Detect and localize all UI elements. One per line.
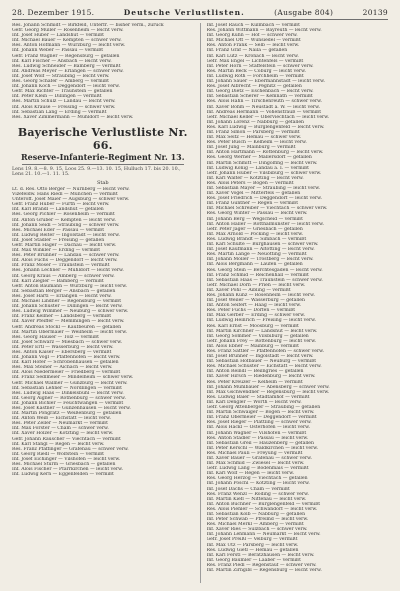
casualty-entry: Inf. Johann Seidl — Straubing — schwer verw. xyxy=(12,222,120,228)
casualty-entry: Res. Ludwig Baier — Stadtamhof — vermißt xyxy=(206,394,310,400)
casualty-entry: Inf. Franz Günther — Regen — vermißt xyxy=(206,201,299,207)
casualty-entry: Gefr. Josef Preißl — Velburg — vermißt xyxy=(206,537,298,543)
header-date: 28. Dezember 1915. xyxy=(12,8,95,17)
casualty-entry: Res. Anton Stadler — Passau — leicht verw. xyxy=(206,435,309,441)
casualty-entry: Inf. Karl Lutz — Kronach — leicht verw. xyxy=(206,53,299,59)
casualty-entry: Inf. Josef Kaufmann — Altötting — leicht verw. xyxy=(206,247,315,253)
casualty-entry: Res. Ludwig Wimmer — Neuburg — schwer verw. xyxy=(12,309,129,315)
casualty-entry: Inf. Georg Kuhn — Hof — schwer verw. xyxy=(206,33,298,39)
casualty-entry: Res. Josef Albrecht — Pegnitz — gefallen xyxy=(206,84,302,90)
casualty-entry: Res. Michael Merkl — Amberg — vermißt xyxy=(206,522,304,528)
columns xyxy=(12,23,388,583)
casualty-entry: Inf. Ludwig König — Landau a. I. — vermißt xyxy=(206,165,309,171)
casualty-entry: Res. Ludwig Haas — Dinkelsbühl — leicht verw. xyxy=(12,390,124,396)
right-list xyxy=(207,23,389,573)
casualty-entry: Inf. Xaver Vogel — Mitterfels — gefallen xyxy=(206,191,301,197)
casualty-entry: Inf. Martin Pongratz — Weißenburg — gefallen xyxy=(12,411,122,417)
casualty-entry: Inf. Anton Haller — Rotthalmünster — leicht verw. xyxy=(206,221,324,227)
casualty-entry: Inf. Josef Jung — Mainburg — vermißt xyxy=(206,145,296,151)
casualty-entry: Inf. Georg Bäumler — Laaber — vermißt xyxy=(206,557,301,563)
casualty-entry: Inf. Alois Niedermeier — Friedberg — vermißt xyxy=(12,370,121,376)
casualty-entry: Inf. Johann Lehmann — Neumarkt — leicht verw. xyxy=(206,532,321,538)
casualty-entry: Inf. Karl Fischer — Ansbach — leicht verw. xyxy=(12,58,112,64)
casualty-entry: Res. Franz Wenzl — Roding — schwer verw. xyxy=(206,491,309,497)
casualty-entry: Inf. Peter Kerschl — Waldkirchen — leicht verw. xyxy=(206,445,319,451)
casualty-entry: Inf. Georg Riedl — Wolfstein — vermißt xyxy=(12,451,105,457)
section-heading: Stab xyxy=(96,179,109,186)
casualty-entry: Inf. Karl Wolf — Regen — leicht verw. xyxy=(206,471,295,477)
casualty-entry: Inf. Michael Ott — Wunsiedel — vermißt xyxy=(206,38,301,44)
casualty-entry: Inf. Xaver Hirsch — Riedenburg — leicht verw. xyxy=(206,374,316,380)
casualty-entry: Inf. Martin Zirngibl — Regensburg — leicht verw. xyxy=(206,568,322,574)
casualty-entry: Inf. Johann Berg — Wegscheid — vermißt xyxy=(206,216,303,222)
casualty-entry: Gefr. Michael Dorn — Prien — leicht verw. xyxy=(206,282,306,288)
casualty-entry: Res. Martin Schulz — Landau — leicht verw. xyxy=(12,99,116,105)
casualty-entry: Res. Xaver Zimmermann — Mühldorf — leicht verw. xyxy=(12,114,134,120)
casualty-entry: Inf. Alois Krause — Freising — schwer verw. xyxy=(12,104,116,110)
casualty-entry: Gefr. Andreas Stöckl — Kaufbeuren — gefallen xyxy=(12,324,122,330)
casualty-entry: Inf. Max Seitz — Hemau — schwer verw. xyxy=(206,135,302,141)
casualty-entry: Inf. Michael Bauer — Kempten — schwer verw. xyxy=(12,38,122,44)
casualty-entry: Res. Ludwig Gietl — Hemau — gefallen xyxy=(206,547,299,553)
casualty-entry: Inf. Martin Obermaier — Weilheim — leicht verw. xyxy=(12,329,128,335)
casualty-entry: Inf. Alois Bergmann — Laufen — gefallen xyxy=(206,262,303,268)
page-header xyxy=(12,8,388,20)
left-bottom-list xyxy=(12,187,194,477)
casualty-entry: Inf. Anton Gruber — Kempten — leicht verw. xyxy=(12,217,116,223)
casualty-entry: Inf. Max Gschwendner — Regensburg — leicht verw. xyxy=(206,389,330,395)
casualty-entry: Inf. Karl Hofer — Schrobenhausen — gefallen xyxy=(12,360,119,366)
casualty-entry: Inf. Johann Möller — Trostberg — leicht verw. xyxy=(206,257,314,263)
casualty-entry: Inf. Anton Seifert — Haag — leicht verw. xyxy=(206,303,302,309)
casualty-entry: Gefr. Peter Jäger — Griesbach — gefallen xyxy=(206,226,303,232)
casualty-entry: Inf. Josef Huber — Landshut — vermißt xyxy=(12,33,104,39)
casualty-entry: Inf. Max Gerber — Erding — schwer verw. xyxy=(206,313,306,319)
casualty-entry: Res. Peter Brunner — Landau — schwer verw. xyxy=(12,253,120,259)
casualty-entry: Res. Karl Ludwig — Burglengenfeld — leicht verw. xyxy=(206,124,325,130)
left-column xyxy=(12,23,194,583)
casualty-entry: Gefr. Johann Frey — Rottenburg — leicht verw. xyxy=(206,338,317,344)
casualty-entry: Inf. Alois Ebner — Mainburg — vermißt xyxy=(206,343,299,349)
casualty-entry: Res. Johann Schmidt — Birkfeld, Unterfr. — bisher verm., zurück xyxy=(12,23,164,28)
casualty-entry: Gefr. Georg Attenberger — Straubing — gefallen xyxy=(206,405,321,411)
casualty-entry: Inf. Karl Ferstl — Beratzhausen — leicht verw. xyxy=(206,552,315,558)
casualty-entry: Inf. Xaver Holzer — Kötzting — leicht verw. xyxy=(12,431,114,437)
casualty-entry: Inf. Max Schmid — Zwiesel — leicht verw. xyxy=(206,461,305,467)
casualty-entry: Inf. Martin Kirchner — Landshut — leicht verw. xyxy=(206,328,318,334)
casualty-entry: Res. Georg Schäfer — Amberg — vermißt xyxy=(12,79,109,85)
casualty-entry: Inf. Josef Dachs — Cham — vermißt xyxy=(206,486,290,492)
casualty-entry: Res. Anton Kaiser — Ebersberg — vermißt xyxy=(12,349,112,355)
casualty-entry: Inf. Josef Brunner — Ingolstadt — leicht verw. xyxy=(206,354,314,360)
casualty-entry: Inf. Franz Schmid — Reichenhall — vermißt xyxy=(206,272,309,278)
casualty-entry: Inf. Sebastian Scherer — Kemnath — vermißt xyxy=(206,94,313,100)
casualty-entry: Inf. Ludwig Roth — Forchheim — vermißt xyxy=(206,73,304,79)
casualty-entry: Inf. Sebastian Mayer — Straubing — leicht verw. xyxy=(206,186,321,191)
divider xyxy=(22,164,184,165)
casualty-entry: Inf. Franz Graf — Naila — gefallen xyxy=(206,48,288,54)
casualty-entry: Res. Georg Winter — Passau — leicht verw. xyxy=(206,211,308,217)
casualty-entry: Gefr. Max Engel — Lichtenfels — vermißt xyxy=(206,58,304,64)
casualty-entry: Inf. Martin Schmitt — Dingolfing — leicht verw. xyxy=(206,160,318,166)
casualty-entry: Inf. Josef Eichinger — Vilshofen — leicht verw. xyxy=(12,456,121,462)
casualty-entry: Inf. Peter Klein — Dillingen — vermißt xyxy=(12,94,102,100)
casualty-entry: Inf. Johann Vogl — Pfaffenhofen — leicht verw. xyxy=(12,355,121,361)
casualty-entry: Res. Franz Sattler — Pfaffenhofen — schwer verw. xyxy=(206,349,325,354)
casualty-entry: Inf. Andreas Hermann — Vohenstrauß — vermißt xyxy=(206,109,322,115)
casualty-entry: Res. Johann Wittmann — Bayreuth — leicht verw. xyxy=(206,28,322,34)
casualty-entry: Inf. Alois Hackl — Osterhofen — leicht verw. xyxy=(206,425,311,431)
casualty-entry: Inf. Karl Walter — Kötzting — leicht verw. xyxy=(206,175,304,181)
casualty-entry: Inf. Alois Fischer — Pfarrkirchen — leicht verw. xyxy=(12,467,123,473)
casualty-entry: Inf. Peter Ertl — Wasserburg — leicht verw. xyxy=(12,344,114,350)
casualty-entry: Inf. Ludwig Kern — Eggenfelden — vermißt xyxy=(12,472,114,478)
casualty-entry: Inf. Xaver Böhm — Neustadt a. W. — leicht verw. xyxy=(206,104,320,110)
casualty-entry: Inf. Max Winkler — Erding — vermißt xyxy=(12,248,101,254)
casualty-entry: Inf. Karl Schulte — Burghausen — schwer verw. xyxy=(206,242,319,248)
casualty-entry: Inf. Josef Schwarz — Miesbach — schwer verw. xyxy=(12,339,123,345)
casualty-entry: Inf. Michael Lindner — Regensburg — vermißt xyxy=(12,299,122,305)
casualty-entry: Inf. Martin Schwaiger — Bogen — leicht verw. xyxy=(206,410,315,416)
casualty-entry: Res. Peter Zeller — Neumarkt — vermißt xyxy=(12,421,108,427)
casualty-entry: Res. Martin Beck — Coburg — leicht verw. xyxy=(206,68,306,74)
casualty-entry: Inf. Xaver Pfeiffer — Memmingen — leicht verw. xyxy=(12,319,125,325)
casualty-entry: Inf. Karl Stangl — Regen — leicht verw. xyxy=(12,441,105,447)
casualty-entry: Gefr. Max Richter — Traunstein — gefallen xyxy=(12,89,113,95)
casualty-entry: Inf. Johann Sauer — Ebermannstadt — leicht verw. xyxy=(206,79,325,85)
casualty-entry: Gefr. Franz Wagner — Regensburg — gefallen xyxy=(12,53,120,59)
casualty-entry: Res. Anton Hofmann — Würzburg — leicht verw. xyxy=(12,43,126,49)
casualty-entry: Inf. Georg Kraus — Amberg — schwer verw. xyxy=(12,273,115,279)
casualty-entry: Inf. Alois Fuchs — Deggendorf — leicht verw. xyxy=(12,258,118,264)
casualty-entry: Vizefeldw. Hans Riedl — München — vermißt xyxy=(12,192,118,198)
casualty-entry: Inf. Johann Bichler — Feuchtwangen — vermißt xyxy=(12,400,124,406)
casualty-entry: Inf. Sebastian Lang — Erding — vermißt xyxy=(12,109,107,115)
casualty-entry: Inf. Franz Kellner — Landsberg — vermißt xyxy=(12,314,112,320)
casualty-entry: Inf. Anton Weiß — Eichstätt — leicht verw. xyxy=(12,416,112,422)
casualty-entry: Gefr. Michael Keller — Oberviechtach — leicht verw. xyxy=(206,114,330,120)
casualty-entry: Inf. Xaver Ries — Sulzbach — schwer verw. xyxy=(206,527,308,533)
casualty-entry: Inf. Johann Mühlbauer — Abensberg — schwer verw. xyxy=(206,384,330,390)
casualty-entry: Res. Franz Pfaffinger — Grafenau — schwer verw. xyxy=(12,446,129,452)
casualty-entry: Inf. Sebastian Haas — Traunstein — schwer verw. xyxy=(206,277,323,283)
casualty-entry: Res. Georg Herzog — Viechtach — gefallen xyxy=(206,476,308,482)
casualty-entry: Inf. Max Utz — Parsberg — leicht verw. xyxy=(206,542,299,548)
casualty-entry: Gefr. Ludwig Lang — Bodenmais — vermißt xyxy=(206,466,309,472)
casualty-entry: Inf. Xaver Pohl — Aibling — vermißt xyxy=(206,287,291,293)
casualty-entry: Gefr. Anton Baumann — Würzburg — leicht verw. xyxy=(12,283,128,289)
regiment-title: Reserve-Infanterie-Regiment Nr. 13. xyxy=(20,151,185,162)
casualty-entry: Inf. Josef Weiler — Wasserburg — gefallen xyxy=(206,298,305,304)
casualty-entry: Inf. Franz Sedlmeier — Mindelheim — schwer verw. xyxy=(12,375,134,381)
casualty-entry: Inf. Franz Simon — Parsberg — vermißt xyxy=(206,129,300,135)
casualty-entry: Inf. Max Forster — Cham — schwer verw. xyxy=(12,426,109,432)
casualty-entry: Inf. Franz Obermeier — Deggendorf — vermißt xyxy=(206,415,317,421)
battle-note: Lens 19. 8.—8. 9. 15, Loos 25. 9.—13. 10. 15, Hulluch 17. bis 20. 10., Lens 21. 10.—1. 11. 15. xyxy=(12,166,181,178)
list-title: Bayerische Verlustliste Nr. 66. xyxy=(17,125,188,152)
casualty-entry: Res. Ludwig Brandt — Simbach — vermißt xyxy=(206,236,307,242)
casualty-entry: Res. Josef Friedrich — Deggendorf — leicht verw. xyxy=(206,196,322,202)
casualty-entry: Unteroff. Josef Maier — Augsburg — schwer verw. xyxy=(12,197,130,203)
casualty-entry: Inf. Martin Kiefl — Nittenau — leicht verw. xyxy=(206,496,307,502)
casualty-entry: Inf. Ludwig Reiter — Ingolstadt — leicht verw. xyxy=(12,232,120,238)
casualty-entry: Inf. Ludwig Heinrich — Freising — leicht verw. xyxy=(206,318,317,324)
casualty-entry: Inf. Johann Wagner — Vilshofen — vermißt xyxy=(206,430,307,436)
header-page-number: 20139 xyxy=(362,8,388,17)
casualty-entry: Gefr. Martin Hager — Dachau — leicht verw. xyxy=(12,243,117,248)
casualty-entry: Inf. Karl Dengler — Wörth — leicht verw. xyxy=(206,399,302,405)
casualty-entry: Res. Michael Pauli — Freyung — vermißt xyxy=(206,450,303,456)
casualty-entry: Inf. Sebastian Hofbauer — Neuburg — vermißt xyxy=(206,359,317,365)
casualty-entry: Res. Josef Hartl — Erlangen — leicht verw. xyxy=(12,293,112,299)
casualty-entry: Res. Peter Kreuzer — Kelheim — vermißt xyxy=(206,379,303,385)
casualty-entry: Res. Ludwig Schneider — Bamberg — vermißt xyxy=(12,63,121,69)
casualty-entry: Res. Johann Kunz — Rosenheim — leicht verw. xyxy=(206,292,315,298)
casualty-entry: Res. Alois Piehler — Schwandorf — leicht verw. xyxy=(206,506,318,512)
casualty-entry: Res. Alois Peters — Bogen — vermißt xyxy=(206,180,294,186)
casualty-entry: Gefr. Johann Huber — Vilsbiburg — schwer verw. xyxy=(206,170,322,176)
casualty-entry: Inf. Peter Schwab — Pfreimd — leicht verw. xyxy=(206,517,309,523)
casualty-entry: Inf. Anton Buchner — Burglengenfeld — vermißt xyxy=(206,501,321,507)
left-top-list xyxy=(12,23,194,120)
casualty-entry: Inf. Johann Weber — Passau — vermißt xyxy=(12,48,104,54)
casualty-entry: Res. Peter Fuchs — Dorfen — vermißt xyxy=(206,308,296,314)
list-heading-block xyxy=(12,126,194,187)
casualty-entry: Res. Georg Werner — Mallersdorf — gefallen xyxy=(206,155,312,161)
casualty-entry: Inf. Sebastian Greil — Hauzenberg — gefallen xyxy=(206,440,314,446)
casualty-entry: Gefr. Johann Rauscher — Viechtach — vermißt xyxy=(12,436,121,442)
casualty-entry: Inf. Max Arnold — Pocking — leicht verw. xyxy=(206,231,304,237)
casualty-entry: Inf. Sebastian Berger — Ansbach — gefallen xyxy=(12,288,116,294)
casualty-entry: Res. Johann Lechner — Mühldorf — leicht verw. xyxy=(12,268,124,274)
casualty-entry: Inf. Anton Hartmann — Rottenburg — leicht verw. xyxy=(206,150,324,156)
casualty-entry: Inf. Georg Aigner — Rothenburg — schwer verw. xyxy=(12,395,126,401)
header-title: Deutsche Verlustlisten. xyxy=(123,8,245,17)
casualty-entry: Res. Josef Kastner — Gunzenhausen — leicht verw. xyxy=(12,406,131,411)
casualty-entry: Res. Peter Busch — Kelheim — leicht verw. xyxy=(206,140,307,146)
casualty-entry: Gefr. Georg Müller — Rosenheim — leicht verw. xyxy=(12,28,124,34)
casualty-entry: Inf. Anton Reindl — Beilngries — gefallen xyxy=(206,369,304,375)
casualty-entry: Res. Martin Lange — Neuötting — vermißt xyxy=(206,252,307,258)
casualty-entry: Inf. Georg Dietz — Eschenbach — leicht verw. xyxy=(206,89,314,95)
casualty-entry: Inf. Sebastian Kolb — Nabburg — gefallen xyxy=(206,512,306,517)
casualty-entry: Res. Josef Rieger — Plattling — schwer verw. xyxy=(206,420,312,426)
casualty-entry: Inf. Franz Moser — Traunstein — vermißt xyxy=(12,263,110,269)
casualty-entry: Inf. Xaver Bauer — Grafenau — schwer verw. xyxy=(206,455,312,461)
casualty-entry: Inf. Karl Ziegler — Bamberg — vermißt xyxy=(12,278,104,284)
casualty-entry: Inf. Johann Schuster — Dillingen — leicht verw. xyxy=(12,304,123,310)
casualty-entry: Inf. Michael Schreiber — Viechtach — schwer verw. xyxy=(206,206,328,212)
casualty-entry: Res. Michael Sturm — Griesbach — gefallen xyxy=(12,462,116,468)
casualty-entry: Inf. Georg Sommer — Vilsbiburg — gefallen xyxy=(206,333,309,339)
casualty-entry: Inf. Johann Lorenz — Nabburg — gefallen xyxy=(206,119,304,125)
casualty-entry: Gefr. Franz Huber — Fürth — leicht verw. xyxy=(12,202,110,208)
casualty-entry: Inf. Karl Brandl — Landshut — gefallen xyxy=(12,207,104,213)
casualty-entry: Lt. d. Res. Otto Berger — Nürnberg — leicht verw. xyxy=(12,186,130,192)
casualty-entry: Inf. Johann Koch — Deggendorf — leicht verw. xyxy=(12,84,120,90)
right-column xyxy=(200,23,389,583)
header-edition: (Ausgabe 804) xyxy=(274,8,334,17)
casualty-entry: Inf. Sebastian Lehner — Nördlingen — vermißt xyxy=(12,385,122,391)
casualty-entry: Inf. Peter Horn — Staffelstein — schwer verw. xyxy=(206,63,314,69)
casualty-entry: Res. Michael Eder — Passau — vermißt xyxy=(12,227,105,233)
casualty-entry: Res. Alois Hahn — Tirschenreuth — schwer verw. xyxy=(206,99,323,105)
casualty-entry: Gefr. Michael Wallner — Günzburg — leicht verw. xyxy=(12,380,128,386)
casualty-entry: Res. Georg Pichler — Rosenheim — vermißt xyxy=(12,212,115,218)
casualty-entry: Res. Karl Ernst — Moosburg — vermißt xyxy=(206,323,299,329)
casualty-entry: Res. Georg Hauser — Tölz — vermißt xyxy=(12,334,100,340)
casualty-entry: Res. Michael Schuster — Eichstätt — leicht verw. xyxy=(206,364,322,370)
casualty-entry: Inf. Johann Pöschl — Kötzting — leicht verw. xyxy=(206,481,310,487)
casualty-entry: Res. Max Steiner — Aichach — leicht verw. xyxy=(12,365,113,371)
casualty-entry: Res. Anton Frank — Selb — leicht verw. xyxy=(206,43,300,49)
casualty-entry: Res. Georg Stein — Berchtesgaden — leicht verw. xyxy=(206,267,323,273)
casualty-entry: Inf. Josef Stadler — Freising — gefallen xyxy=(12,237,105,243)
casualty-entry: Inf. Andreas Meyer — Erlangen — schwer verw. xyxy=(12,68,124,74)
casualty-entry: Inf. Josef Rauch — Kulmbach — vermißt xyxy=(206,23,300,28)
casualty-entry: Res. Franz Pledl — Regenstauf — schwer verw. xyxy=(206,562,317,568)
casualty-entry: Inf. Josef Wolf — Straubing — leicht verw. xyxy=(12,73,110,79)
